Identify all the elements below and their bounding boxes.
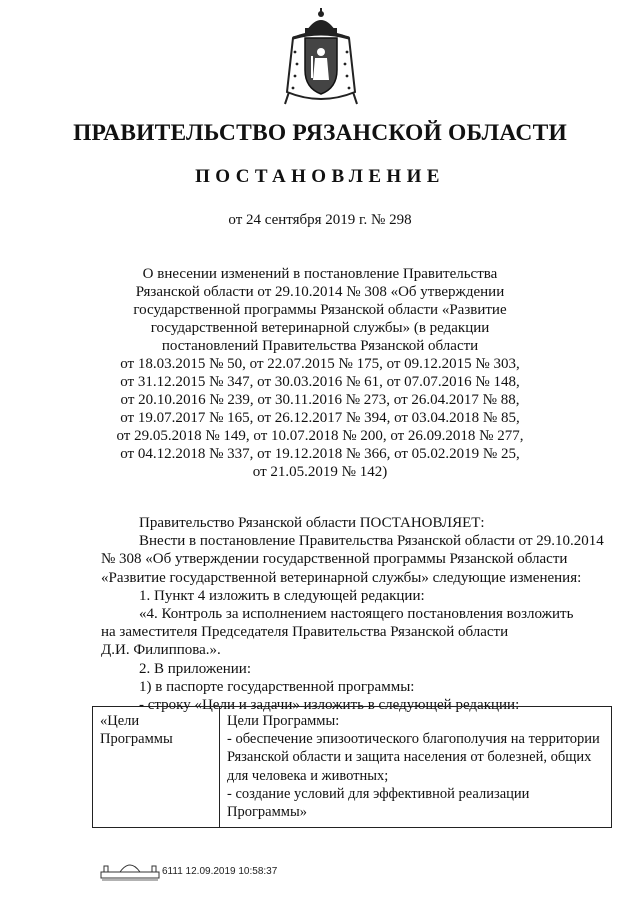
- body-paragraph: 1. Пункт 4 изложить в следующей редакции:: [139, 587, 425, 604]
- document-type: ПОСТАНОВЛЕНИЕ: [195, 166, 445, 187]
- subject-line: от 19.07.2017 № 165, от 26.12.2017 № 394, от 03.04.2018 № 85,: [120, 410, 520, 426]
- subject-line: постановлений Правительства Рязанской области: [161, 338, 479, 354]
- subject-line: О внесении изменений в постановление Правительства: [142, 266, 498, 282]
- coat-of-arms-icon: [283, 8, 359, 108]
- table-content-line: - создание условий для эффективной реализации: [227, 785, 530, 802]
- subject-line: от 18.03.2015 № 50, от 22.07.2015 № 175, от 09.12.2015 № 303,: [120, 356, 520, 372]
- subject-line: государственной программы Рязанской области «Развитие: [133, 302, 507, 318]
- body-paragraph: № 308 «Об утверждении государственной программы Рязанской области: [101, 551, 568, 568]
- table-content-line: для человека и животных;: [227, 767, 389, 784]
- document-body: [101, 514, 608, 714]
- subject-line: Рязанской области от 29.10.2014 № 308 «Об утверждении: [135, 284, 505, 300]
- table-label-line: «Цели: [100, 713, 140, 729]
- subject-line: от 29.05.2018 № 149, от 10.07.2018 № 200, от 26.09.2018 № 277,: [116, 428, 524, 444]
- body-paragraph: «4. Контроль за исполнением настоящего постановления возложить: [139, 606, 574, 623]
- organization-title: ПРАВИТЕЛЬСТВО РЯЗАНСКОЙ ОБЛАСТИ: [73, 120, 567, 146]
- body-paragraph: на заместителя Председателя Правительства Рязанской области: [101, 624, 509, 641]
- body-paragraph: Правительство Рязанской области ПОСТАНОВЛЯЕТ:: [139, 515, 485, 531]
- body-paragraph: 2. В приложении:: [139, 660, 251, 677]
- body-paragraph: Д.И. Филиппова.».: [101, 642, 221, 659]
- subject-line: государственной ветеринарной службы» (в редакции: [150, 320, 490, 336]
- table-label-line: Программы: [100, 731, 173, 748]
- registration-stamp: 6111 12.09.2019 10:58:37: [162, 866, 278, 877]
- table-label-cell: [93, 707, 220, 827]
- goals-table: [92, 706, 612, 828]
- subject-line: от 21.05.2019 № 142): [252, 464, 388, 480]
- body-paragraph: Внести в постановление Правительства Рязанской области от 29.10.2014: [139, 533, 604, 550]
- document-subject: [100, 265, 540, 481]
- body-paragraph: - строку «Цели и задачи» изложить в следующей редакции:: [139, 697, 520, 714]
- registry-logo-icon: [100, 858, 160, 882]
- table-content-line: Цели Программы:: [227, 713, 340, 729]
- table-content-line: Рязанской области и защита населения от болезней, общих: [227, 749, 592, 766]
- table-content-line: Программы»: [227, 804, 307, 821]
- body-paragraph: «Развитие государственной ветеринарной службы» следующие изменения:: [101, 569, 582, 586]
- table-content-line: - обеспечение эпизоотического благополучия на территории: [227, 731, 600, 748]
- registration-footer: [100, 858, 420, 882]
- table-content-cell: [220, 707, 611, 827]
- subject-line: от 31.12.2015 № 347, от 30.03.2016 № 61, от 07.07.2016 № 148,: [120, 374, 520, 390]
- document-date: от 24 сентября 2019 г. № 298: [228, 212, 412, 228]
- body-paragraph: 1) в паспорте государственной программы:: [139, 678, 415, 695]
- subject-line: от 04.12.2018 № 337, от 19.12.2018 № 366, от 05.02.2019 № 25,: [120, 446, 520, 462]
- subject-line: от 20.10.2016 № 239, от 30.11.2016 № 273, от 26.04.2017 № 88,: [120, 392, 520, 408]
